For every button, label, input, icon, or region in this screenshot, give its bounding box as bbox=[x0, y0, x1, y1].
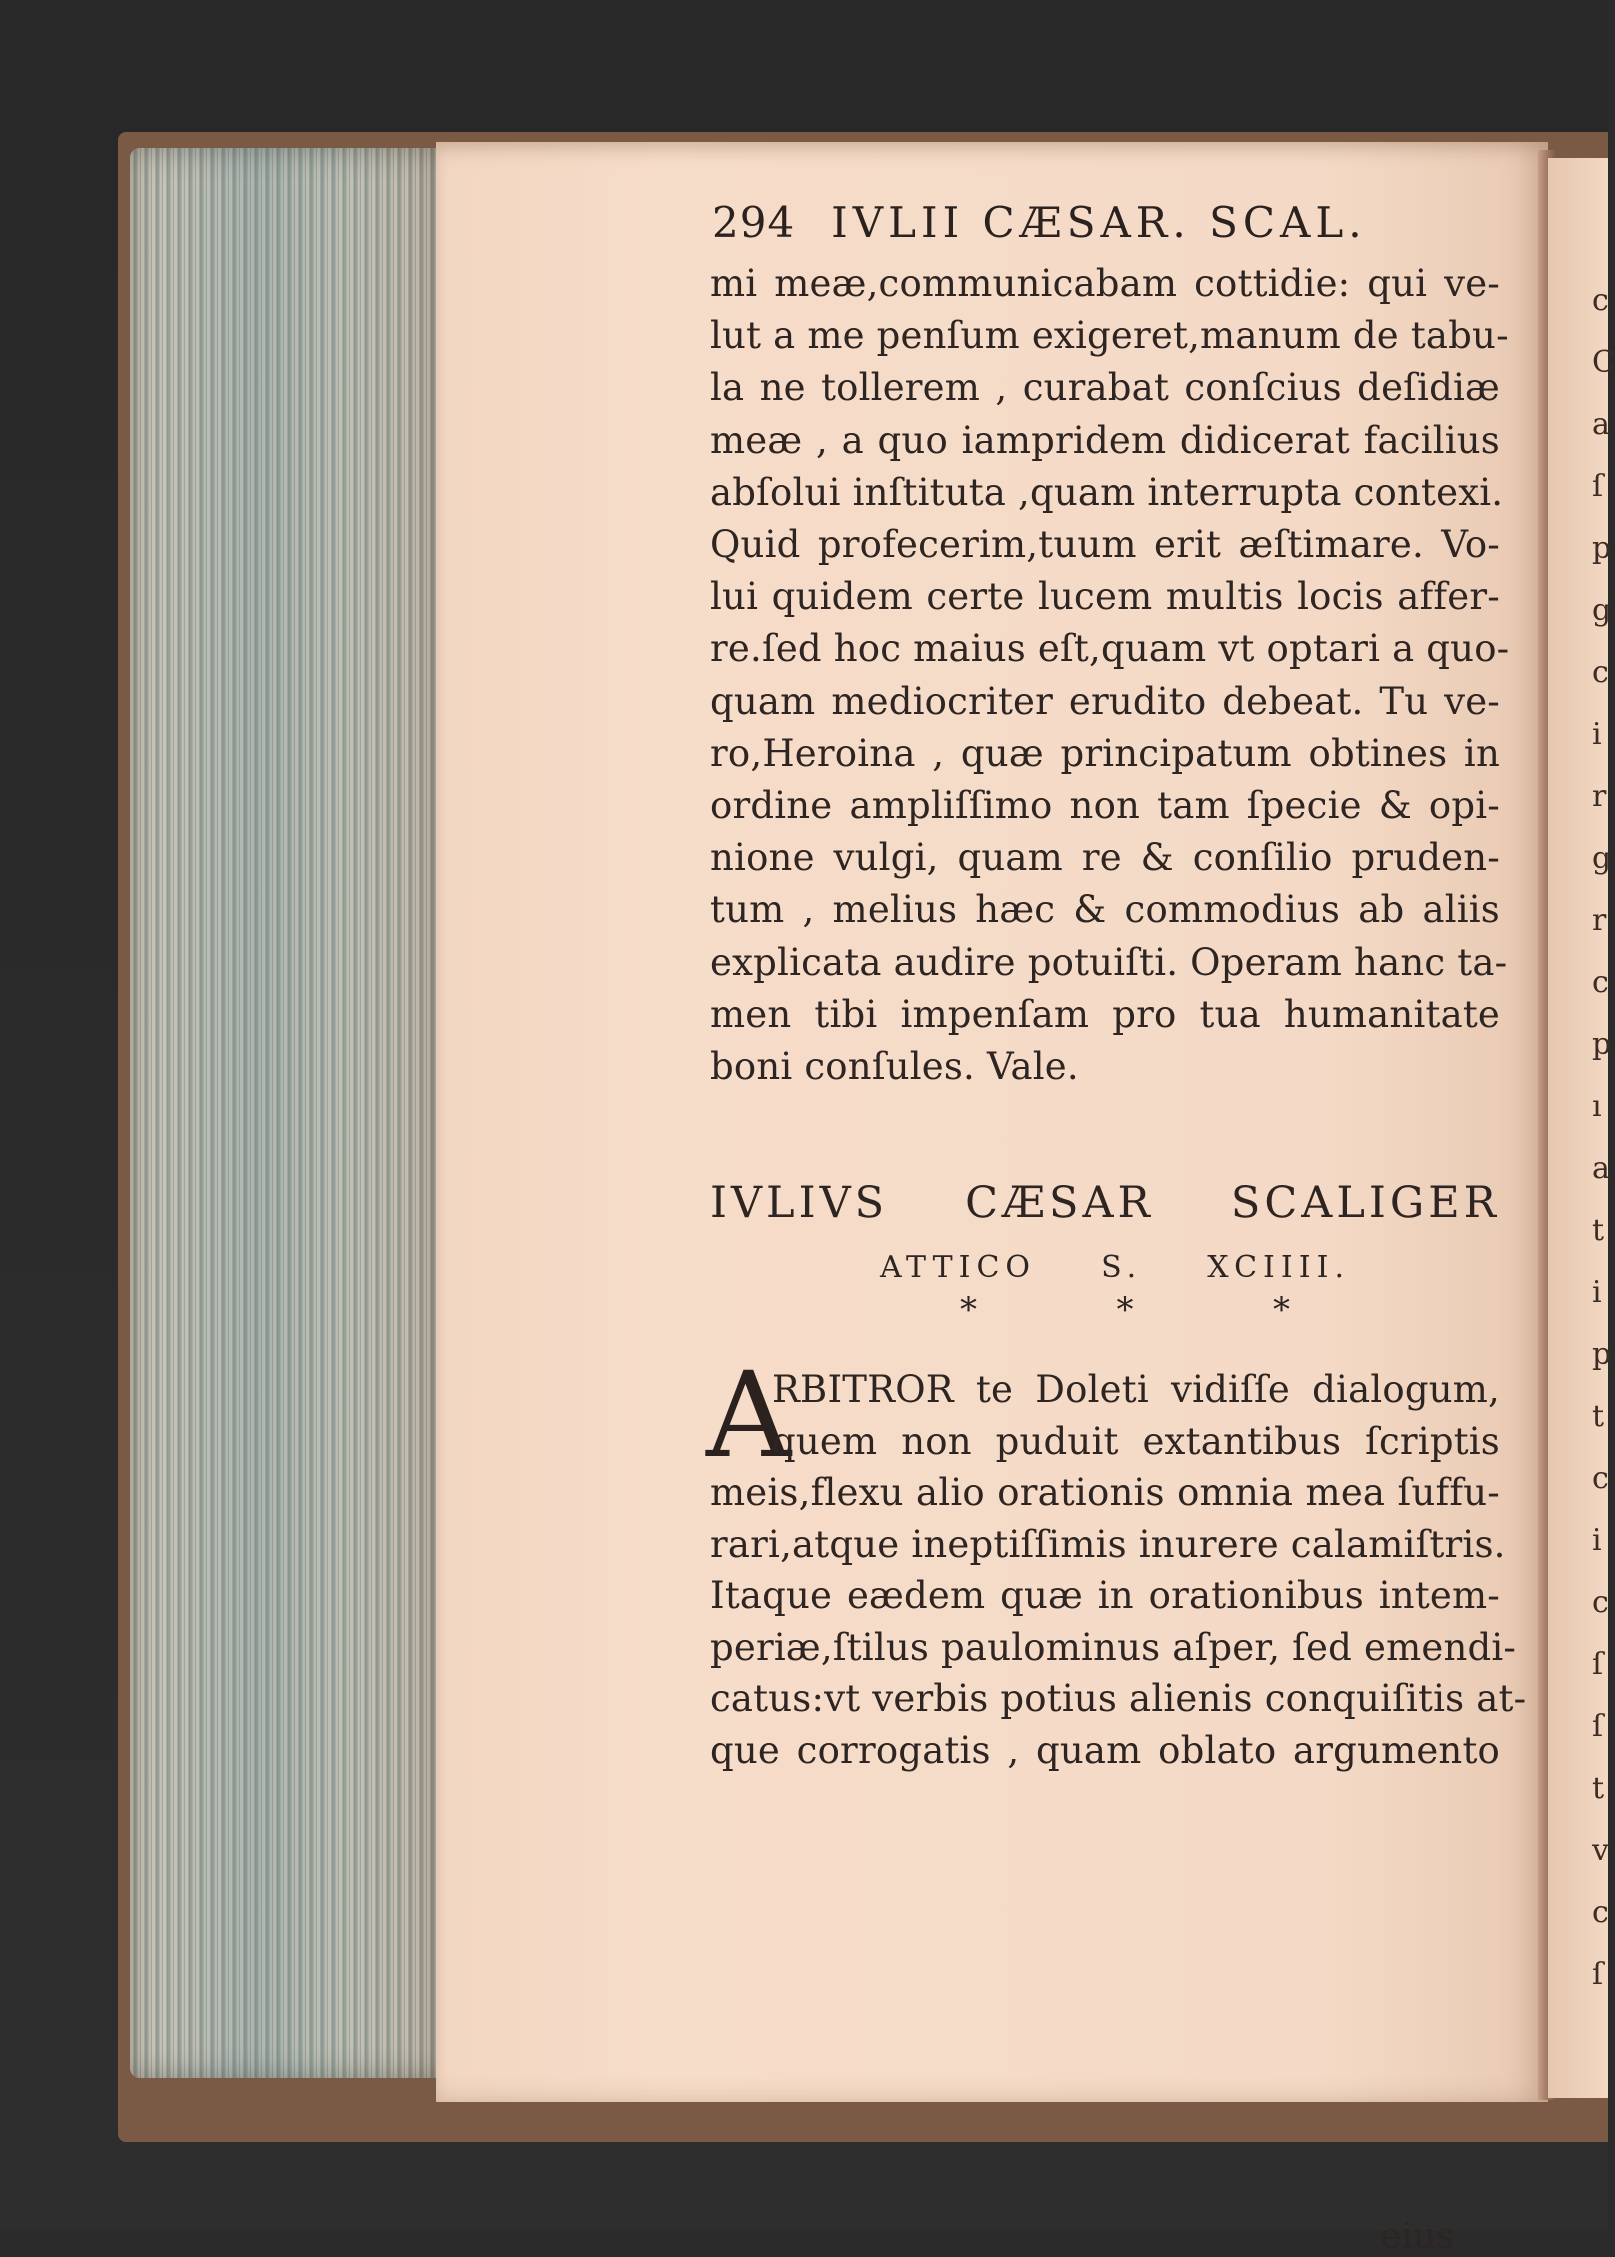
page-edges bbox=[130, 148, 440, 2078]
letter-subheading: ATTICO S. XCIIII. bbox=[880, 1250, 1350, 1285]
fragment-letter: p bbox=[1592, 1027, 1612, 1062]
fragment-letter: p bbox=[1592, 531, 1612, 566]
fragment-letter: g bbox=[1592, 841, 1612, 876]
fragment-letter: t bbox=[1592, 1213, 1605, 1248]
fragment-letter: C bbox=[1592, 345, 1615, 380]
fragment-letter: ſ bbox=[1592, 1709, 1604, 1744]
fragment-letter: a bbox=[1592, 1151, 1610, 1186]
fragment-letter: v bbox=[1592, 1833, 1609, 1868]
fragment-letter: ſ bbox=[1592, 1957, 1604, 1992]
text-line: Itaque eædem quæ in orationibus intem- bbox=[710, 1574, 1500, 1617]
running-head bbox=[712, 198, 1412, 247]
text-line: ro,Heroina , quæ principatum obtines in bbox=[710, 731, 1500, 775]
text-line: periæ,ſtilus paulominus aſper, ſed emendi- bbox=[710, 1625, 1517, 1669]
text-line: lui quidem certe lucem multis locis affer- bbox=[710, 575, 1500, 619]
page-number: 294 bbox=[712, 198, 796, 247]
text-line: rari,atque ineptiſſimis inurere calamiſtris. bbox=[710, 1522, 1506, 1566]
text-line: ordine ampliſſimo non tam ſpecie & opi- bbox=[710, 784, 1500, 827]
fragment-letter: t bbox=[1592, 1771, 1605, 1806]
asterisk: * bbox=[1116, 1290, 1134, 1330]
letter-heading: IVLIVS CÆSAR SCALIGER bbox=[710, 1178, 1500, 1228]
text-line: RBITROR te Doleti vidiſſe dialogum, bbox=[772, 1368, 1500, 1411]
fragment-letter: c bbox=[1592, 655, 1609, 690]
text-line: quam mediocriter erudito debeat. Tu ve- bbox=[710, 679, 1500, 723]
text-line: boni conſules. Vale. bbox=[710, 1045, 1079, 1088]
asterism-ornament bbox=[960, 1290, 1290, 1330]
right-page-text-fragments bbox=[1592, 270, 1615, 2006]
text-line: abſolui inſtituta ,quam interrupta contexi. bbox=[710, 470, 1504, 514]
text-line: que corrogatis , quam oblato argumento bbox=[710, 1728, 1500, 1772]
text-line: explicata audire potuiſti. Operam hanc ta- bbox=[710, 940, 1508, 984]
fragment-letter: r bbox=[1592, 903, 1607, 938]
fragment-letter: t bbox=[1592, 1399, 1605, 1434]
catchword: eius bbox=[1380, 2216, 1455, 2257]
fragment-letter: ı bbox=[1592, 1089, 1602, 1124]
fragment-letter: ſ bbox=[1592, 1647, 1604, 1682]
fragment-letter: c bbox=[1592, 1585, 1609, 1620]
fragment-letter: c bbox=[1592, 1461, 1609, 1496]
fragment-letter: c bbox=[1592, 965, 1609, 1000]
fragment-letter: ſ bbox=[1592, 469, 1604, 504]
text-line: mi meæ,communicabam cottidie: qui ve- bbox=[710, 262, 1500, 305]
text-line: Quid profecerim,tuum erit æſtimare. Vo- bbox=[710, 523, 1500, 566]
text-line: la ne tollerem , curabat conſcius deſidiæ bbox=[710, 366, 1500, 410]
fragment-letter: g bbox=[1592, 593, 1612, 628]
text-line: re.ſed hoc maius eſt,quam vt optari a quo- bbox=[710, 627, 1510, 671]
text-line: meis,flexu alio orationis omnia mea ſuffu- bbox=[710, 1471, 1500, 1514]
fragment-letter: c bbox=[1592, 1895, 1609, 1930]
fragment-letter: i bbox=[1592, 1523, 1602, 1558]
fragment-letter: p bbox=[1592, 1337, 1612, 1372]
text-line: nione vulgi, quam re & conſilio pruden- bbox=[710, 836, 1500, 880]
text-line: catus:vt verbis potius alienis conquiſitis at- bbox=[710, 1677, 1527, 1720]
asterisk: * bbox=[1273, 1290, 1290, 1330]
text-line: lut a me penſum exigeret,manum de tabu- bbox=[710, 314, 1509, 358]
fragment-letter: i bbox=[1592, 717, 1602, 752]
fragment-letter: a bbox=[1592, 407, 1610, 442]
text-line: quem non puduit extantibus ſcriptis bbox=[772, 1419, 1500, 1463]
drop-cap: A bbox=[706, 1346, 792, 1484]
fragment-letter: c bbox=[1592, 283, 1609, 318]
asterisk: * bbox=[960, 1290, 977, 1330]
running-title: IVLII CÆSAR. SCAL. bbox=[831, 198, 1367, 247]
text-line: meæ , a quo iampridem didicerat facilius bbox=[710, 418, 1500, 462]
fragment-letter: r bbox=[1592, 779, 1607, 814]
text-line: tum , melius hæc & commodius ab aliis bbox=[710, 888, 1500, 932]
fragment-letter: i bbox=[1592, 1275, 1602, 1310]
text-line: men tibi impenſam pro tua humanitate bbox=[710, 992, 1500, 1036]
